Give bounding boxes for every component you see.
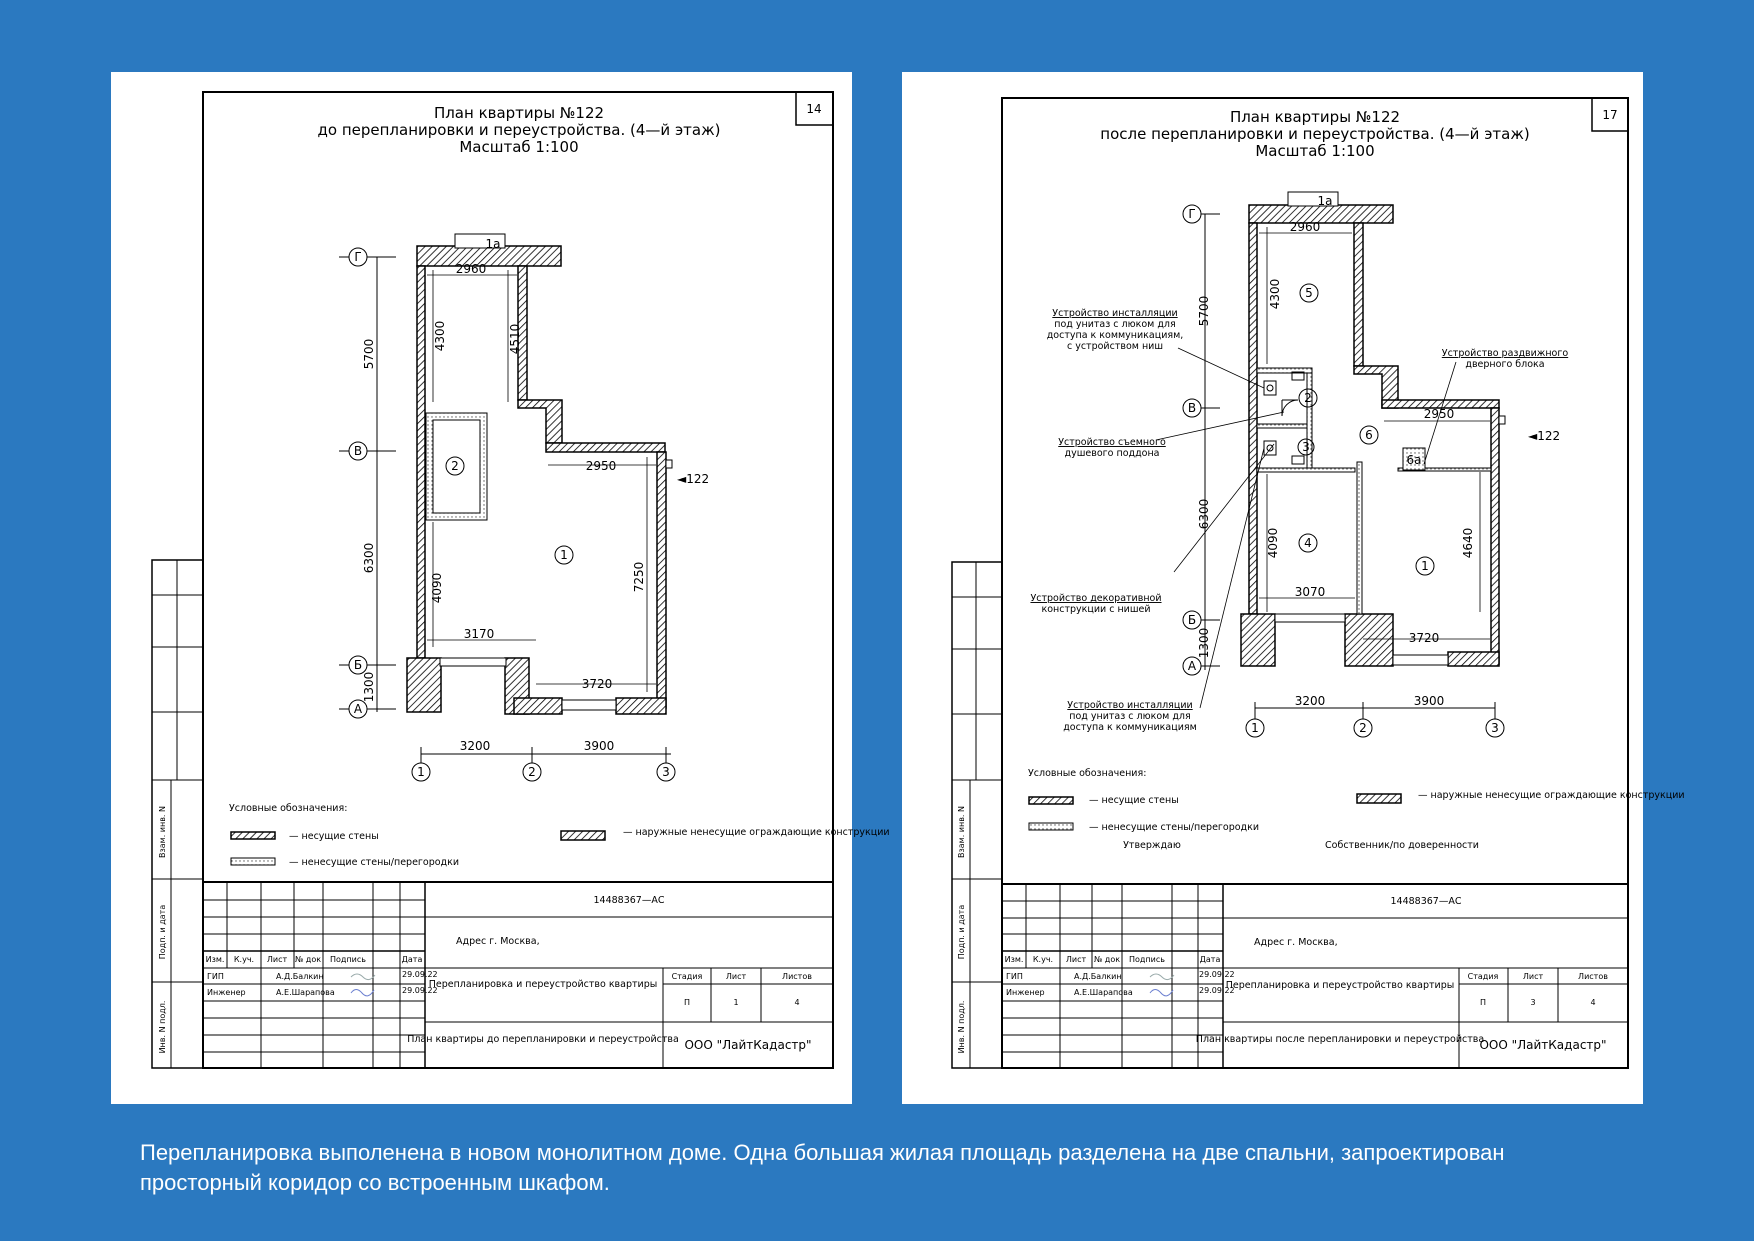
apartment-mark: ◄122 (677, 472, 710, 486)
dim-bay-1: 3200 (1294, 694, 1326, 708)
axis-g: Г (1188, 207, 1196, 221)
legend-partition-swatch (1029, 823, 1073, 830)
signature-2 (351, 990, 374, 996)
legend-partition-swatch (231, 858, 275, 865)
stage-header: Стадия (1467, 972, 1499, 981)
signer-name-1: А.Д.Балкин (276, 972, 324, 981)
signer-name-2: А.Е.Шарапова (276, 988, 335, 997)
legend-exterior: — наружные ненесущие ограждающие конструкции (623, 827, 890, 838)
plan-title-line2: до перепланировки и переустройства. (4—й этаж) (317, 121, 721, 139)
dim-4640: 4640 (1461, 527, 1475, 559)
dim-5700: 5700 (362, 338, 376, 370)
dim-2950: 2950 (585, 459, 617, 473)
page-caption (140, 1138, 1640, 1198)
axis-b: Б (353, 658, 363, 672)
note-install2-line3: доступа к коммуникациям (1063, 722, 1197, 733)
axis-b: Б (1187, 613, 1197, 627)
room-6a-number: 6а (1406, 453, 1422, 467)
dim-4510: 4510 (508, 323, 522, 355)
address: Адрес г. Москва, (456, 936, 540, 947)
axis-3: 3 (1491, 721, 1499, 735)
side-label-replace: Взам. инв. N (957, 806, 966, 858)
dim-1300: 1300 (362, 671, 376, 703)
side-label-replace: Взам. инв. N (158, 806, 167, 858)
side-label-inventory: Инв. N подл. (158, 1000, 167, 1054)
sheets-value: 4 (794, 998, 800, 1007)
legend-title: Условные обозначения: (1028, 768, 1147, 779)
side-label-signature: Подп. и дата (957, 904, 966, 960)
room-4-number: 4 (1304, 536, 1312, 550)
room-6-number: 6 (1365, 428, 1373, 442)
signer-date-1: 29.09.22 (1199, 970, 1235, 979)
company: ООО "ЛайтКадастр" (684, 1038, 812, 1052)
dim-4090: 4090 (1266, 527, 1280, 559)
caption-line-1: Перепланировка выполенена в новом монолитном доме. Одна большая жилая площадь разделена на две спальни, запроектирован (140, 1140, 1505, 1165)
col-doc: № док (294, 955, 322, 964)
signer-role-2: Инженер (207, 988, 246, 997)
plan-title-block: План квартиры после перепланировки и переустройства (1195, 1034, 1485, 1045)
dim-3070: 3070 (1294, 585, 1326, 599)
note-install1-line4: с устройством ниш (1066, 341, 1164, 352)
fixtures (1264, 372, 1304, 464)
note-install1-line1: Устройство инсталляции (1052, 308, 1178, 319)
side-label-inventory: Инв. N подл. (957, 1000, 966, 1054)
sheet-frame (952, 98, 1628, 1068)
axis-a: А (1187, 659, 1197, 673)
legend-exterior: — наружные ненесущие ограждающие конструкции (1418, 790, 1685, 801)
axis-g: Г (354, 250, 362, 264)
col-kuch: К.уч. (233, 955, 255, 964)
stage-header: Стадия (671, 972, 703, 981)
dim-2950: 2950 (1423, 407, 1455, 421)
sheet-value: 3 (1530, 998, 1536, 1007)
axis-v: В (353, 444, 363, 458)
plan-scale: Масштаб 1:100 (459, 138, 579, 156)
room-5-number: 5 (1305, 286, 1313, 300)
signer-role-2: Инженер (1006, 988, 1045, 997)
plan-title-line1: План квартиры №122 (433, 104, 605, 122)
signature-2 (1150, 990, 1173, 996)
dim-4300: 4300 (1268, 278, 1282, 310)
note-install2-line2: под унитаз с люком для (1069, 711, 1191, 722)
window-label: 1а (1317, 194, 1333, 208)
axis-3: 3 (662, 765, 670, 779)
col-izm: Изм. (205, 955, 225, 964)
address: Адрес г. Москва, (1254, 937, 1338, 948)
room-1-number: 1 (1421, 559, 1429, 573)
signer-name-1: А.Д.Балкин (1074, 972, 1122, 981)
dim-bay-2: 3900 (583, 739, 615, 753)
caption-line-2: просторный коридор со встроенным шкафом. (140, 1170, 610, 1195)
axis-a: А (353, 702, 363, 716)
legend-title: Условные обозначения: (229, 803, 348, 814)
window-label: 1а (485, 237, 501, 251)
col-date: Дата (1199, 955, 1221, 964)
plan-title-line2: после перепланировки и переустройства. (4—й этаж) (1100, 125, 1530, 143)
dim-4300: 4300 (433, 320, 447, 352)
axis-2: 2 (528, 765, 536, 779)
stage-value: П (1479, 998, 1487, 1007)
col-list: Лист (266, 955, 288, 964)
signer-role-1: ГИП (207, 972, 224, 981)
note-install1-line3: доступа к коммуникациям, (1046, 330, 1184, 341)
signer-name-2: А.Е.Шарапова (1074, 988, 1133, 997)
legend-bearing: — несущие стены (289, 831, 379, 842)
legend-exterior-swatch (1357, 794, 1401, 803)
dim-1300: 1300 (1197, 627, 1211, 659)
approve-label: Утверждаю (1123, 840, 1181, 851)
room-2-number: 2 (451, 459, 459, 473)
dim-3170: 3170 (463, 627, 495, 641)
axis-1: 1 (1251, 721, 1259, 735)
col-signature: Подпись (330, 955, 366, 964)
note-sliding-line1: Устройство раздвижного (1441, 348, 1569, 359)
legend-partitions: — ненесущие стены/перегородки (289, 857, 460, 868)
side-label-signature: Подп. и дата (158, 904, 167, 960)
legend-partitions: — ненесущие стены/перегородки (1089, 822, 1260, 833)
stage-value: П (683, 998, 691, 1007)
sheet-value: 1 (733, 998, 739, 1007)
axis-1: 1 (417, 765, 425, 779)
signer-date-2: 29.09.22 (402, 986, 438, 995)
signature-1 (1150, 974, 1174, 980)
sheets-header: Листов (782, 972, 812, 981)
sheet-number: 17 (1602, 108, 1618, 122)
apartment-mark: ◄122 (1528, 429, 1561, 443)
signer-role-1: ГИП (1006, 972, 1023, 981)
signer-date-2: 29.09.22 (1199, 986, 1235, 995)
note-install2-line1: Устройство инсталляции (1067, 700, 1193, 711)
room-2-number: 2 (1304, 391, 1312, 405)
dim-4090: 4090 (430, 572, 444, 604)
note-shower-line2: душевого поддона (1064, 448, 1160, 459)
note-install1-line2: под унитаз с люком для (1054, 319, 1176, 330)
legend-bearing: — несущие стены (1089, 795, 1179, 806)
col-doc: № док (1093, 955, 1121, 964)
plan-title-line1: План квартиры №122 (1229, 108, 1401, 126)
dim-3720: 3720 (581, 677, 613, 691)
axis-2: 2 (1359, 721, 1367, 735)
col-signature: Подпись (1129, 955, 1165, 964)
col-date: Дата (401, 955, 423, 964)
project-title: Перепланировка и переустройство квартиры (1225, 980, 1455, 991)
dim-5700: 5700 (1197, 295, 1211, 327)
floor-plan-before-svg (111, 72, 890, 1104)
floor-plan-after-svg (902, 72, 1685, 1104)
company: ООО "ЛайтКадастр" (1479, 1038, 1607, 1052)
sheet-header: Лист (725, 972, 747, 981)
drawing-code: 14488367—АС (593, 895, 665, 906)
drawing-sheet-before (111, 72, 890, 1104)
sheet-number: 14 (806, 102, 822, 116)
sheet-header: Лист (1522, 972, 1544, 981)
dim-3720: 3720 (1408, 631, 1440, 645)
col-izm: Изм. (1004, 955, 1024, 964)
dim-bay-2: 3900 (1413, 694, 1445, 708)
sheets-value: 4 (1590, 998, 1596, 1007)
dim-6300: 6300 (362, 542, 376, 574)
legend-bearing-swatch (231, 832, 275, 839)
sheets-header: Листов (1578, 972, 1608, 981)
legend-exterior-swatch (561, 831, 605, 840)
note-decor-line1: Устройство декоративной (1030, 593, 1162, 604)
legend-bearing-swatch (1029, 797, 1073, 804)
dim-2960: 2960 (1289, 220, 1321, 234)
room-3-number: 3 (1302, 440, 1310, 454)
dim-6300: 6300 (1197, 498, 1211, 530)
project-title: Перепланировка и переустройство квартиры (428, 979, 658, 990)
col-list: Лист (1065, 955, 1087, 964)
signer-date-1: 29.09.22 (402, 970, 438, 979)
col-kuch: К.уч. (1032, 955, 1054, 964)
axis-v: В (1187, 401, 1197, 415)
dim-7250: 7250 (632, 561, 646, 593)
note-sliding-line2: дверного блока (1465, 359, 1545, 370)
plan-title-block: План квартиры до перепланировки и переустройства (407, 1034, 679, 1045)
signature-1 (351, 974, 375, 980)
room-1-number: 1 (560, 548, 568, 562)
plan-scale: Масштаб 1:100 (1255, 142, 1375, 160)
dim-2960: 2960 (455, 262, 487, 276)
owner-label: Собственник/по доверенности (1325, 840, 1479, 851)
dim-bay-1: 3200 (459, 739, 491, 753)
note-decor-line2: конструкции с нишей (1041, 604, 1151, 615)
drawing-sheet-after (902, 72, 1685, 1104)
drawing-code: 14488367—АС (1390, 896, 1462, 907)
dimension-lines (1259, 227, 1490, 639)
note-shower-line1: Устройство съемного (1058, 437, 1166, 448)
